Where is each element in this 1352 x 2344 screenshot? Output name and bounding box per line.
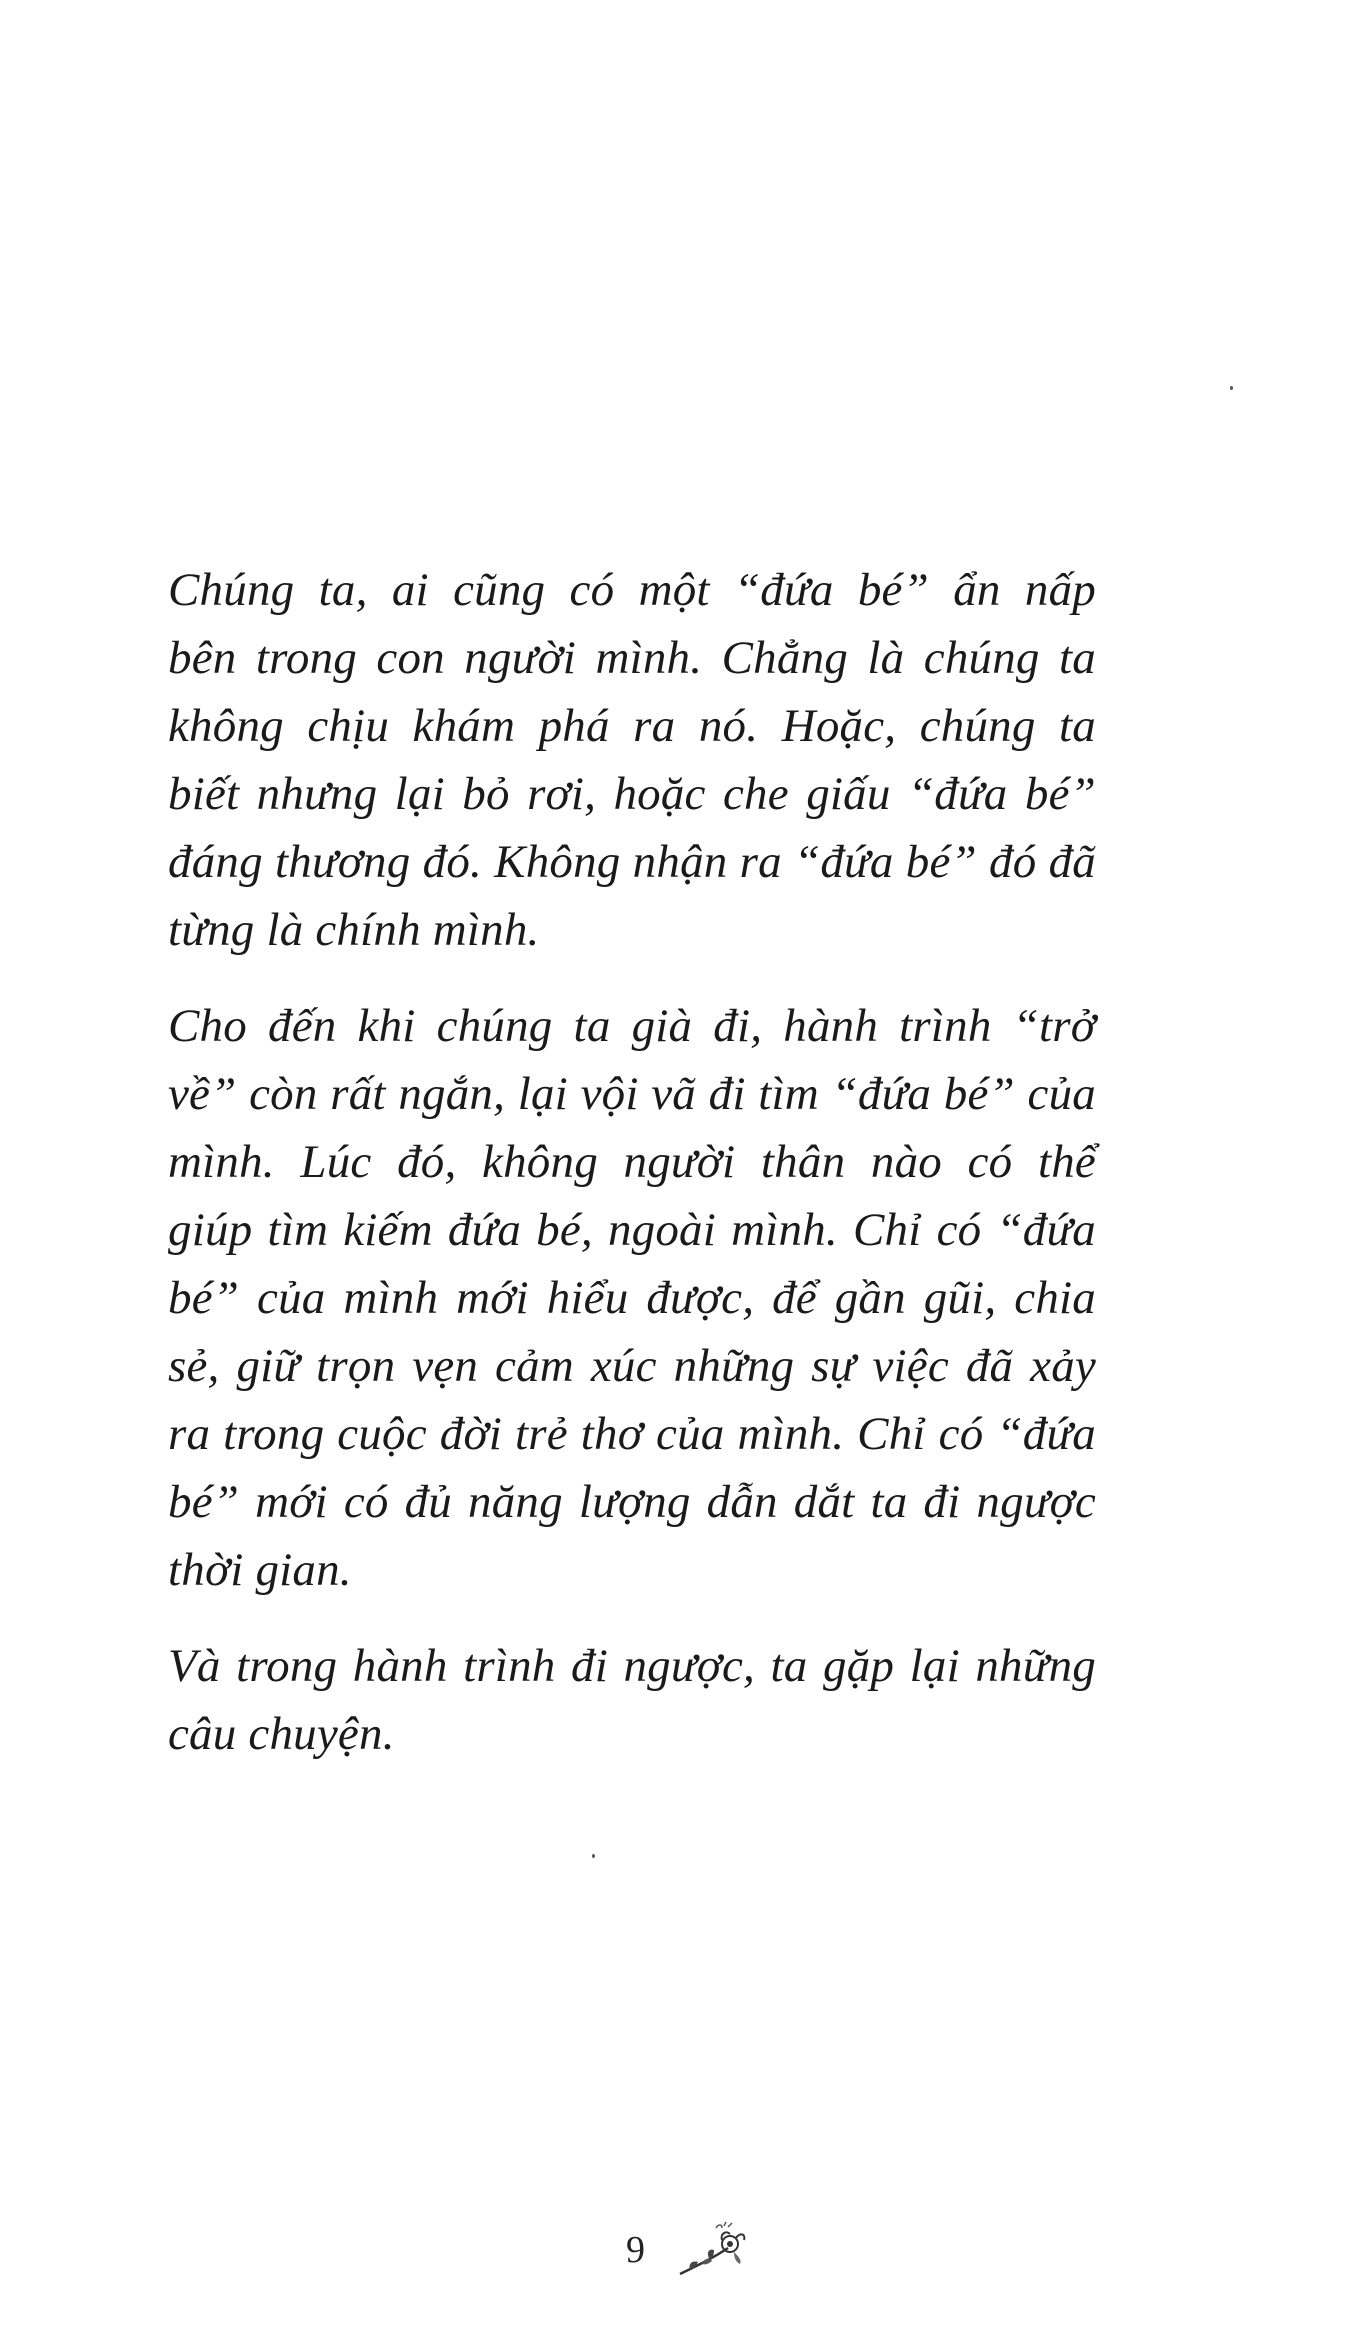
text-line: sẻ, giữ trọn vẹn cảm xúc những sự việc đã xảy [168,1340,1096,1392]
page-number: 9 [626,2229,645,2271]
text-line: thời gian. [168,1544,352,1596]
paragraph-3 [168,1632,1096,1768]
paragraph-2 [168,992,1096,1604]
text-line: không chịu khám phá ra nó. Hoặc, chúng ta [168,700,1096,752]
text-line: Cho đến khi chúng ta già đi, hành trình “trở [168,1000,1096,1052]
text-line: bé” của mình mới hiểu được, để gần gũi, chia [168,1272,1096,1324]
page-footer [0,2220,1352,2300]
text-line: mình. Lúc đó, không người thân nào có thể [168,1136,1096,1188]
text-line: Chúng ta, ai cũng có một “đứa bé” ẩn nấp [168,564,1096,616]
text-line: câu chuyện. [168,1708,395,1760]
text-line: đáng thương đó. Không nhận ra “đứa bé” đó đã [168,836,1096,888]
text-line: bên trong con người mình. Chẳng là chúng ta [168,632,1096,684]
scan-speck [1230,386,1233,390]
body-text [168,556,1096,1796]
paragraph-1 [168,556,1096,964]
text-line: giúp tìm kiếm đứa bé, ngoài mình. Chỉ có “đứa [168,1204,1096,1256]
flower-branch-icon [676,2220,748,2280]
text-line: bé” mới có đủ năng lượng dẫn dắt ta đi ngược [168,1476,1096,1528]
text-line: Và trong hành trình đi ngược, ta gặp lại những [168,1640,1096,1692]
text-line: về” còn rất ngắn, lại vội vã đi tìm “đứa bé” của [168,1068,1096,1120]
text-line: ra trong cuộc đời trẻ thơ của mình. Chỉ có “đứa [168,1408,1096,1460]
scan-speck [592,1854,595,1858]
text-line: từng là chính mình. [168,904,540,956]
text-line: biết nhưng lại bỏ rơi, hoặc che giấu “đứa bé” [168,768,1096,820]
